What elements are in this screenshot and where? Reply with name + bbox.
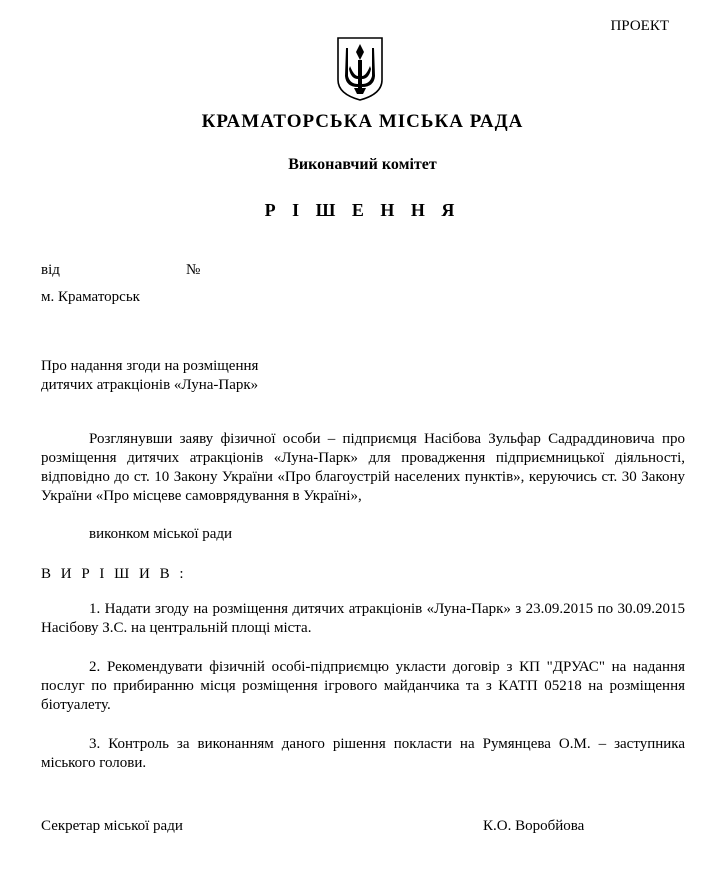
decision-title: Р І Ш Е Н Н Я — [264, 200, 461, 220]
subject — [41, 357, 258, 395]
council-name: КРАМАТОРСЬКА МІСЬКА РАДА — [201, 111, 524, 132]
preamble-paragraph: Розглянувши заяву фізичної особи – підприємця Насібова Зульфар Садраддиновича про розміщення дитячих атракціонів «Луна-Парк» для провадження підприємницької діяльності, відповідно до ст. 10 Закону України «Про благоустрій населених пунктів», керуючись ст. 30 Закону України «Про місцеве самоврядування в Україні», — [41, 431, 685, 504]
signature-role: Секретар міської ради — [41, 818, 183, 834]
authority-line: виконком міської ради — [89, 526, 233, 542]
resolved-heading: В И Р І Ш И В : — [41, 566, 187, 582]
trident-emblem-icon — [336, 36, 384, 102]
decision-item-3: 3. Контроль за виконанням даного рішення покласти на Румянцева О.М. – заступника міського голови. — [41, 736, 685, 771]
decision-item-2: 2. Рекомендувати фізичній особі-підприємцю укласти договір з КП "ДРУАС" на надання послуг по прибиранню місця розміщення ігрового майданчика та з КАТП 05218 на розміщення біотуалету. — [41, 659, 685, 713]
draft-label: ПРОЕКТ — [610, 18, 669, 34]
decision-item-1: 1. Надати згоду на розміщення дитячих атракціонів «Луна-Парк» з 23.09.2015 по 30.09.2015 Насібову З.С. на центральній площі міста. — [41, 601, 685, 636]
subject-line: дитячих атракціонів «Луна-Парк» — [41, 377, 259, 393]
signature-name: К.О. Воробйова — [483, 818, 585, 834]
subject-line: Про надання згоди на розміщення — [41, 358, 259, 374]
city-label: м. Краматорськ — [41, 289, 140, 305]
committee-name: Виконавчий комітет — [288, 156, 437, 173]
date-label: від — [41, 262, 60, 278]
number-label: № — [186, 262, 201, 278]
